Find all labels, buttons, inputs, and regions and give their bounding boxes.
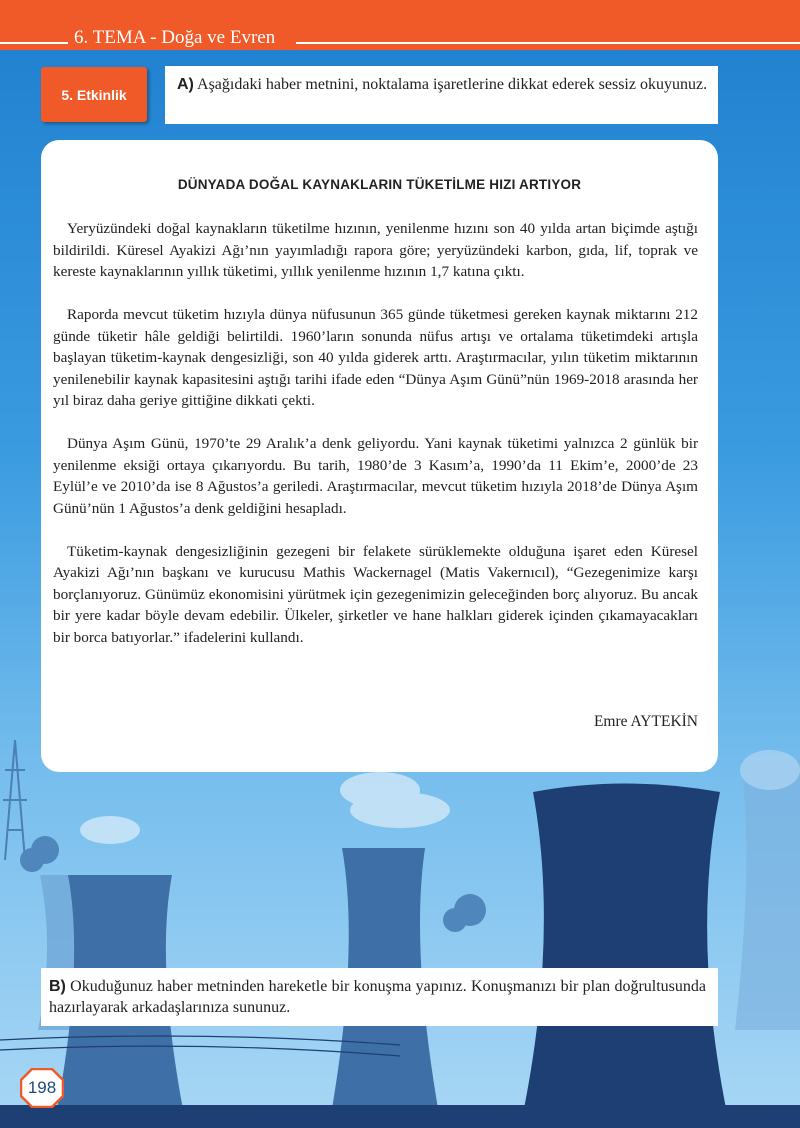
article-body bbox=[53, 218, 698, 670]
cooling-tower-icon bbox=[520, 784, 730, 1128]
article-paragraph: Dünya Aşım Günü, 1970’te 29 Aralık’a denk geliyordu. Yani kaynak tüketimi yalnızca 2 günlük bir yenilenme eksiği ortaya çıkarıyordu. Bu tarih, 1980’de 3 Kasım’a, 1990’da 11 Ekim’e, 2000’de 23 Eylül’e ve 2010’da ise 8 Ağustos’a geriledi. Araştırmacılar, mevcut tüketim hızıyla 2018’de Dünya Aşım Günü’nün 1 Ağustos’a denk geldiğini hesapladı. bbox=[53, 435, 698, 517]
article-paragraph: Tüketim-kaynak dengesizliğinin gezegeni bir felakete sürüklemekte olduğuna işaret eden Küresel Ayakizi Ağı’nın başkanı ve kurucusu Mathis Wackernagel (Matis Vakernıcıl), “Gezegenimize karşı borçlanıyoruz. Günümüz ekonomisini yürütmek için gezegenimizin geleceğinden borç alıyoruz. Bu ancak bir yere kadar böyle devam edebilir. Ülkeler, şirketler ve hane halkları giderek içinden çıkamayacakları bir borca batıyorlar.” ifadelerini kullandı. bbox=[53, 542, 698, 646]
article-author: Emre AYTEKİN bbox=[593, 713, 698, 730]
part-b-text: Okuduğunuz haber metninden hareketle bir konuşma yapınız. Konuşmanızı bir plan doğrultusunda hazırlayarak arkadaşlarınıza sununuz. bbox=[49, 978, 706, 1016]
theme-title: 6. TEMA - Doğa ve Evren bbox=[74, 27, 276, 48]
article-card bbox=[41, 140, 718, 772]
part-b-label: B) bbox=[49, 978, 66, 995]
page-number-badge bbox=[20, 1068, 64, 1108]
top-header-bar bbox=[0, 0, 800, 24]
part-a-label: A) bbox=[177, 76, 194, 93]
article-paragraph: Yeryüzündeki doğal kaynakların tüketilme hızının, yenilenme hızını son 40 yılda artan biçimde aştığı bildirildi. Küresel Ayakizi Ağı’nın yayımladığı rapora göre; yeryüzündeki karbon, gıda, lif, toprak ve kereste kaynaklarının yıllık tüketimi, yıllık yenilenme hızının 1,7 katına çıktı. bbox=[53, 220, 698, 280]
activity-badge: 5. Etkinlik bbox=[41, 67, 147, 122]
theme-divider-right bbox=[296, 42, 800, 44]
page-number: 198 bbox=[27, 1078, 57, 1097]
article-paragraph: Raporda mevcut tüketim hızıyla dünya nüfusunun 365 günde tüketmesi gereken kaynak miktarını 212 günde tüketir hâle geldiği belirtildi. 1960’ların sonunda nüfus artışı ve ortalama tüketimdeki artışla başlayan tüketim-kaynak dengesizliği, son 40 yılda giderek arttı. Araştırmacılar, yılın tüketim miktarının yenilenebilir kaynak kapasitesini aştığı tarihi ifade eden “Dünya Aşım Günü”nün 1969-2018 arasında her yıl biraz daha geriye gittiğine dikkati çekti. bbox=[53, 306, 698, 409]
part-a-text: Aşağıdaki haber metnini, noktalama işaretlerine dikkat ederek sessiz okuyunuz. bbox=[193, 76, 708, 93]
article-title: DÜNYADA DOĞAL KAYNAKLARIN TÜKETİLME HIZI ARTIYOR bbox=[177, 177, 582, 192]
theme-divider-left bbox=[0, 42, 68, 44]
instruction-part-a bbox=[165, 66, 718, 124]
instruction-part-b bbox=[41, 968, 718, 1026]
